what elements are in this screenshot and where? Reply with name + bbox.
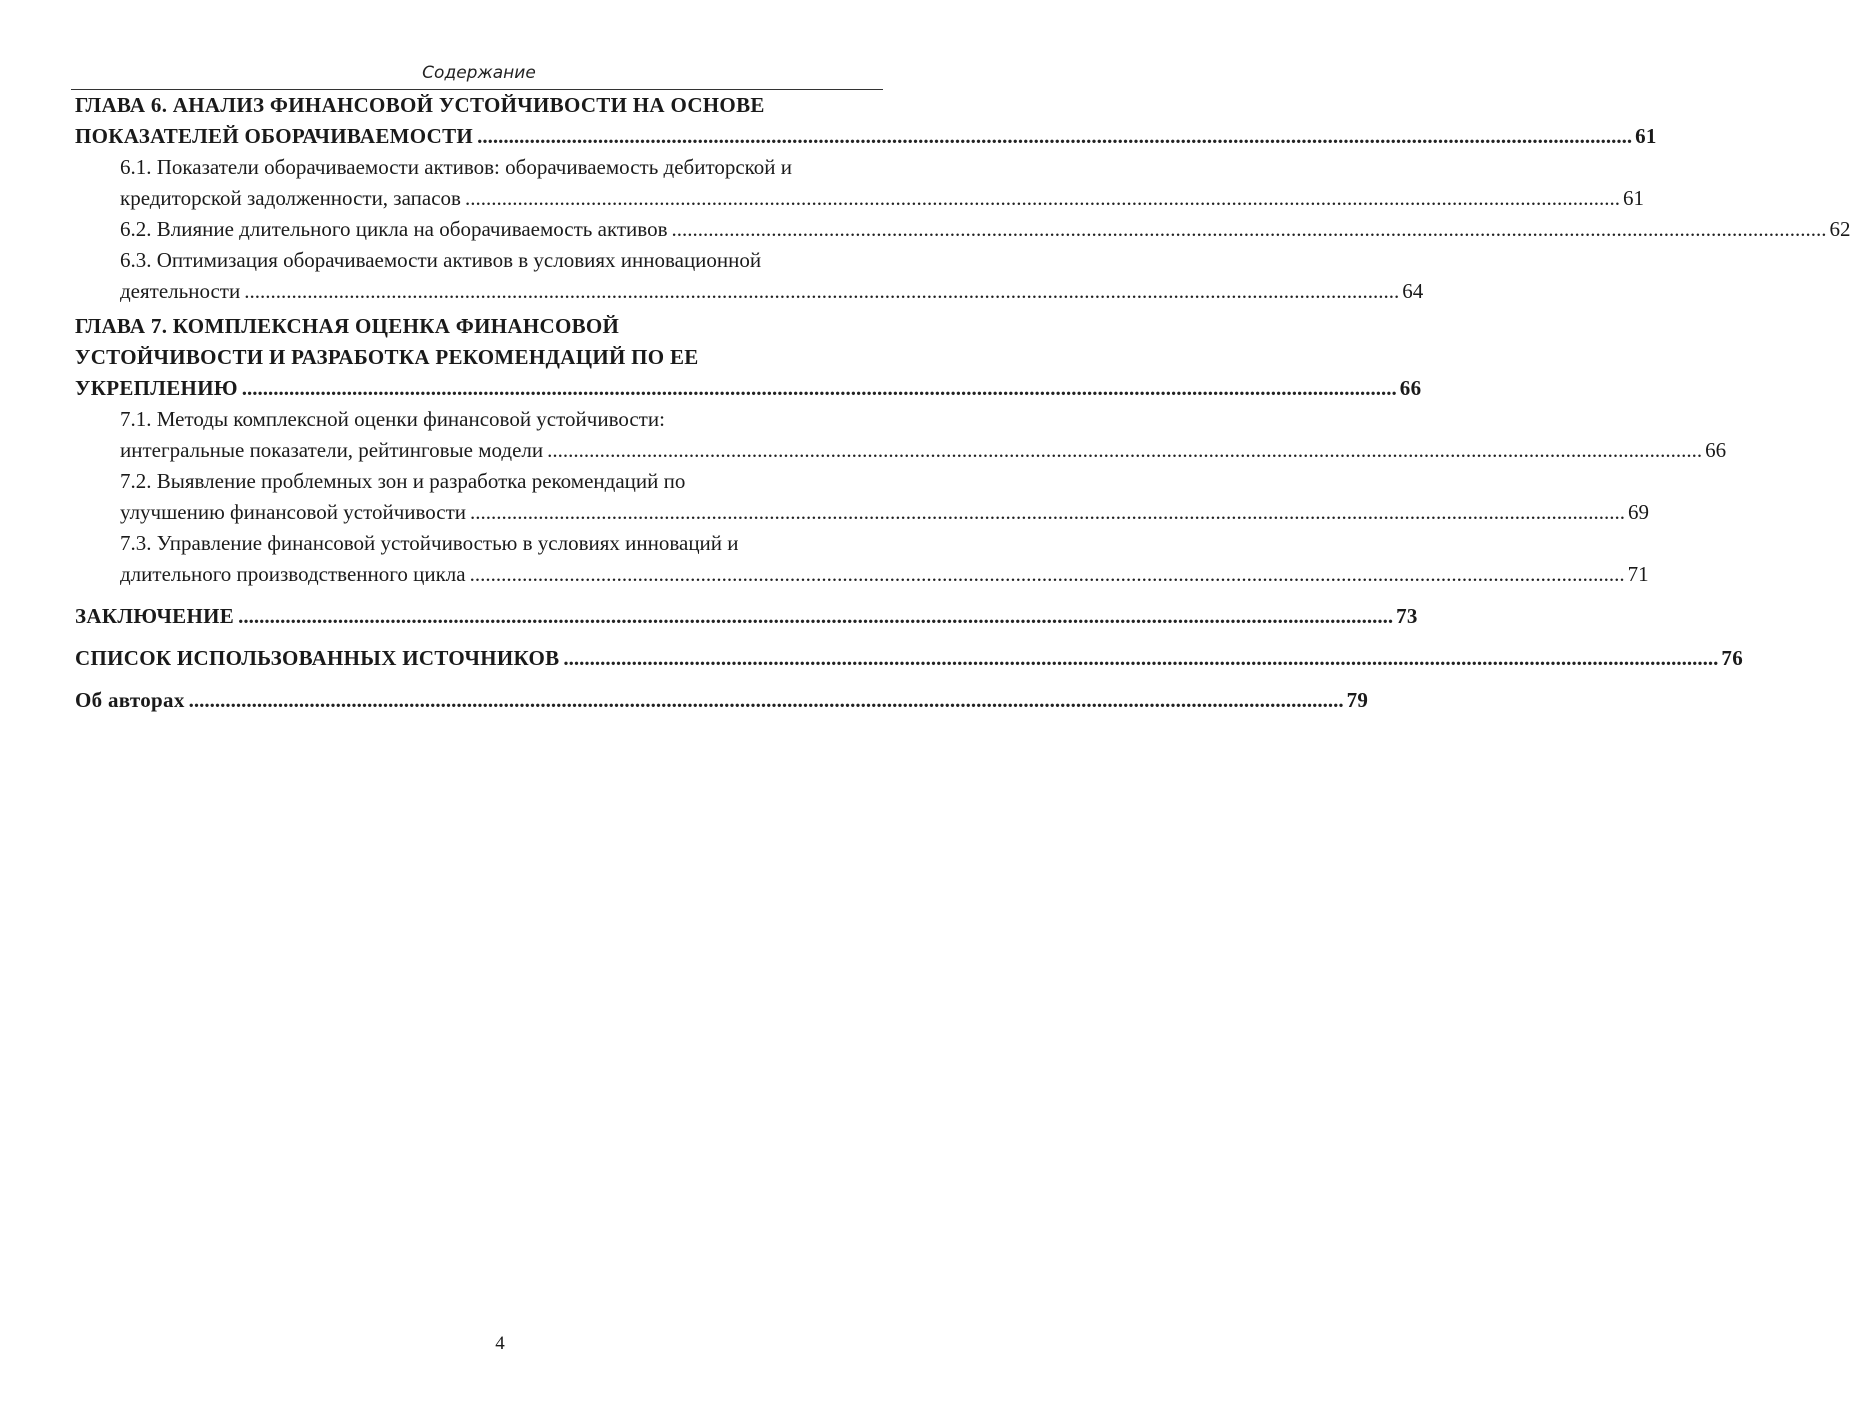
toc-entry-title: ПОКАЗАТЕЛЕЙ ОБОРАЧИВАЕМОСТИ (75, 124, 474, 148)
toc-entry-title: 7.1. Методы комплексной оценки финансовой устойчивости: (120, 407, 665, 431)
toc-page-number: 71 (1627, 562, 1649, 586)
toc-entry-section-7-1[interactable] (75, 404, 1727, 466)
dot-leader: ............................................................................................................................................................................................................................ (241, 376, 1397, 400)
toc-page-number: 79 (1346, 688, 1369, 712)
toc-page-number: 66 (1705, 438, 1727, 462)
toc-entry-section-7-2[interactable] (75, 466, 1650, 528)
dot-leader: ............................................................................................................................................................................................................................ (470, 500, 1626, 524)
toc-entry-section-6-3[interactable] (75, 245, 1424, 307)
dot-leader: ............................................................................................................................................................................................................................ (547, 438, 1703, 462)
dot-leader: ............................................................................................................................................................................................................................ (188, 688, 1344, 712)
toc-entry-title: 7.3. Управление финансовой устойчивостью в условиях инноваций и (120, 531, 739, 555)
toc-entry-title: СПИСОК ИСПОЛЬЗОВАННЫХ ИСТОЧНИКОВ (75, 646, 560, 670)
toc-entry-title: улучшению финансовой устойчивости (120, 500, 467, 524)
toc-entry-sources[interactable] (75, 643, 1744, 674)
toc-entry-title: длительного производственного цикла (120, 562, 466, 586)
toc-entry-title: УСТОЙЧИВОСТИ И РАЗРАБОТКА РЕКОМЕНДАЦИЙ ПО ЕЕ (75, 345, 699, 369)
dot-leader: ............................................................................................................................................................................................................................ (244, 279, 1400, 303)
dot-leader: ............................................................................................................................................................................................................................ (477, 124, 1633, 148)
toc-page-number: 64 (1402, 279, 1424, 303)
table-of-contents (75, 90, 1851, 716)
toc-entry-title: кредиторской задолженности, запасов (120, 186, 461, 210)
toc-page-number: 73 (1396, 604, 1418, 628)
toc-page-number: 61 (1635, 124, 1657, 148)
toc-entry-section-7-3[interactable] (75, 528, 1649, 590)
running-header-title: Содержание (422, 63, 536, 83)
toc-entry-title: 6.3. Оптимизация оборачиваемости активов в условиях инновационной (120, 248, 762, 272)
toc-page-number: 69 (1628, 500, 1650, 524)
dot-leader: ............................................................................................................................................................................................................................ (238, 604, 1394, 628)
toc-entry-title: 7.2. Выявление проблемных зон и разработка рекомендаций по (120, 469, 686, 493)
toc-entry-title: ЗАКЛЮЧЕНИЕ (75, 604, 235, 628)
dot-leader: ............................................................................................................................................................................................................................ (671, 217, 1827, 241)
toc-entry-title: Об авторах (75, 688, 185, 712)
toc-entry-section-6-2[interactable] (75, 214, 1851, 245)
toc-entry-chapter-6[interactable] (75, 90, 1657, 152)
toc-entry-title: ГЛАВА 6. АНАЛИЗ ФИНАНСОВОЙ УСТОЙЧИВОСТИ НА ОСНОВЕ (75, 93, 765, 117)
dot-leader: ............................................................................................................................................................................................................................ (464, 186, 1620, 210)
toc-entry-section-6-1[interactable] (75, 152, 1644, 214)
toc-entry-title: 6.2. Влияние длительного цикла на оборачиваемость активов (120, 217, 668, 241)
dot-leader: ............................................................................................................................................................................................................................ (469, 562, 1625, 586)
toc-page-number: 61 (1622, 186, 1644, 210)
page-number: 4 (495, 1333, 505, 1354)
toc-entry-title: деятельности (120, 279, 241, 303)
dot-leader: ............................................................................................................................................................................................................................ (563, 646, 1719, 670)
toc-entry-authors[interactable] (75, 685, 1369, 716)
toc-entry-title: УКРЕПЛЕНИЮ (75, 376, 238, 400)
toc-entry-title: ГЛАВА 7. КОМПЛЕКСНАЯ ОЦЕНКА ФИНАНСОВОЙ (75, 314, 620, 338)
toc-entry-title: интегральные показатели, рейтинговые модели (120, 438, 544, 462)
toc-entry-title: 6.1. Показатели оборачиваемости активов: оборачиваемость дебиторской и (120, 155, 793, 179)
toc-page-number: 66 (1399, 376, 1422, 400)
toc-page-number: 76 (1721, 646, 1744, 670)
toc-entry-conclusion[interactable] (75, 601, 1418, 632)
toc-entry-chapter-7[interactable] (75, 311, 1422, 404)
toc-page-number: 62 (1829, 217, 1851, 241)
